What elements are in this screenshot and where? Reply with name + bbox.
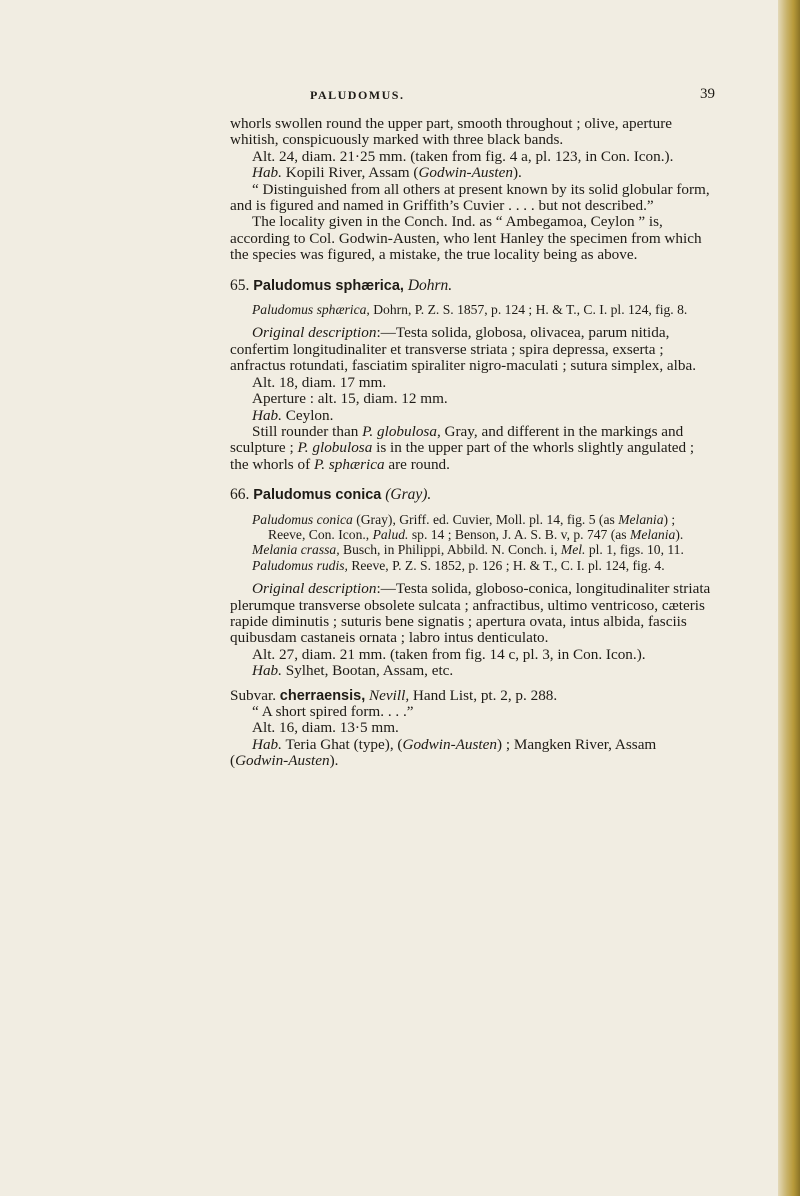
paragraph: Alt. 24, diam. 21·25 mm. (taken from fig. 4 a, pl. 123, in Con. Icon.).	[252, 147, 674, 165]
synonym-entry: Melania crassa, Busch, in Philippi, Abbild. N. Conch. i, Mel. pl. 1, figs. 10, 11.	[252, 542, 684, 558]
remarks: Still rounder than P. globulosa, Gray, and different in the markings and sculpture ; P. globulosa is in the upper part of the whorls slightly angulated ; the whorls of P. sphærica are round.	[230, 422, 695, 473]
species-heading-66: 66. Paludomus conica (Gray).	[230, 486, 432, 504]
original-description: Original description:—Testa solida, globosa, olivacea, parum nitida, confertim longitudinaliter et transverse striata ; spira depressa, exserta ; anfractus rotundati, fasciatim spiraliter nigro-maculati ; sutura simplex, alba.	[230, 324, 697, 375]
synonym-entry: Paludomus sphærica, Dohrn, P. Z. S. 1857, p. 124 ; H. & T., C. I. pl. 124, fig. 8.	[252, 302, 688, 318]
habitat-line: Hab. Ceylon.	[252, 406, 334, 424]
species-heading-65: 65. Paludomus sphærica, Dohrn.	[230, 276, 453, 294]
species-author: (Gray).	[385, 486, 432, 504]
measurements: Alt. 16, diam. 13·5 mm.	[252, 719, 399, 737]
synonymy	[230, 512, 715, 574]
synonym-entry: Paludomus conica (Gray), Griff. ed. Cuvier, Moll. pl. 14, fig. 5 (as Melania) ; Reeve, Con. Icon., Palud. sp. 14 ; Benson, J. A. S. B. v, p. 747 (as Melania).	[252, 511, 684, 542]
page-edge	[778, 0, 800, 1196]
species-name: Paludomus sphærica,	[253, 277, 404, 294]
subvariety-name: cherraensis,	[279, 687, 366, 704]
page-body	[230, 116, 715, 770]
quotation: “ Distinguished from all others at present known by its solid globular form, and is figured and named in Griffith’s Cuvier . . . . but not described.”	[230, 180, 710, 215]
subvariety-heading: Subvar. cherraensis, Nevill, Hand List, pt. 2, p. 288.	[230, 686, 558, 704]
measurements: Alt. 18, diam. 17 mm.	[252, 373, 387, 391]
measurements: Alt. 27, diam. 21 mm. (taken from fig. 14 c, pl. 3, in Con. Icon.).	[252, 645, 646, 663]
page-number: 39	[700, 86, 715, 102]
hab-label: Hab.	[252, 164, 282, 182]
paragraph: The locality given in the Conch. Ind. as “ Ambegamoa, Ceylon ” is, according to Col. Godwin-Austen, who lent Hanley the specimen from which the species was figured, a mistake, the true locality being as above.	[230, 213, 702, 264]
paragraph: whorls swollen round the upper part, smooth throughout ; olive, aperture whitish, conspicuously marked with three black bands.	[230, 115, 673, 149]
species-author: Dohrn.	[407, 276, 453, 294]
synonymy	[230, 302, 715, 317]
aperture-measurements: Aperture : alt. 15, diam. 12 mm.	[252, 390, 448, 408]
habitat-line: Hab. Kopili River, Assam (Godwin-Austen).	[252, 164, 522, 182]
quotation: “ A short spired form. . . .”	[252, 703, 414, 720]
habitat-line: Hab. Sylhet, Bootan, Assam, etc.	[252, 662, 454, 680]
original-description: Original description:—Testa solida, globoso-conica, longitudinaliter striata plerumque transverse obsolete sulcata ; anfractibus, ultimo ventricoso, cæteris rapide diminutis ; suturis bene signatis ; apertura ovata, intus albida, fasciis quibusdam castaneis ornata ; labro intus denticulato.	[230, 580, 711, 647]
habitat-line: Hab. Teria Ghat (type), (Godwin-Austen) ; Mangken River, Assam (Godwin-Austen).	[230, 735, 657, 770]
running-head: PALUDOMUS.	[310, 88, 405, 102]
synonym-entry: Paludomus rudis, Reeve, P. Z. S. 1852, p. 126 ; H. & T., C. I. pl. 124, fig. 4.	[252, 557, 665, 573]
species-name: Paludomus conica	[253, 487, 382, 504]
